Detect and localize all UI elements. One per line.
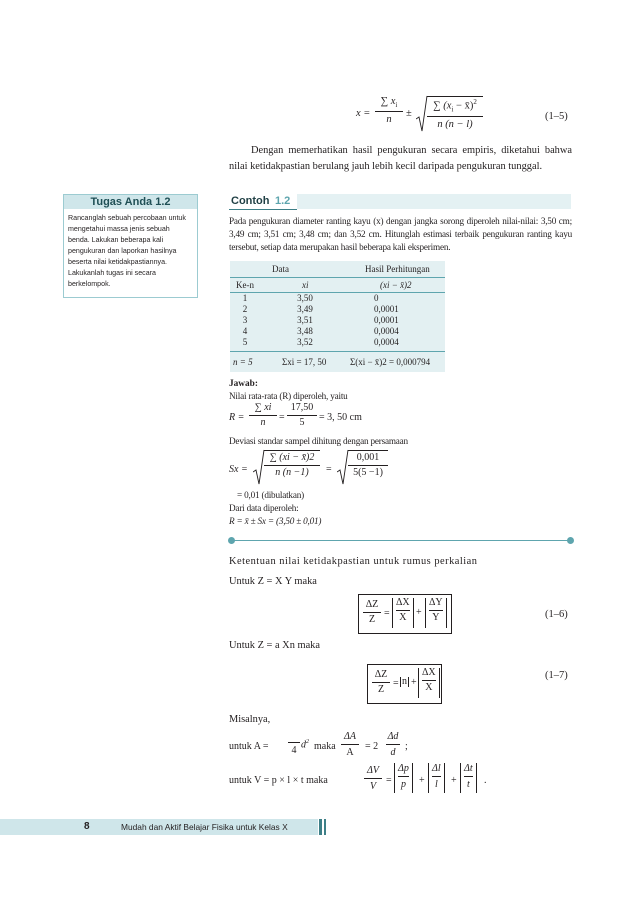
frac-pi-4: 4 <box>288 731 300 756</box>
page-number: 8 <box>84 821 90 832</box>
table-footer-row <box>230 351 445 372</box>
ke-value: 3 <box>242 315 248 325</box>
R-fraction1 <box>249 403 277 428</box>
dev-rest: − x̄) <box>453 100 474 112</box>
col-ke: Ke-n <box>236 280 254 290</box>
col-dev: (xi − x̄)2 <box>380 280 412 290</box>
frac-dd-d: Δd d <box>387 731 399 758</box>
S-lhs: Sx = <box>229 464 248 475</box>
contoh-label: Contoh <box>231 195 270 207</box>
abs-n: n <box>402 676 407 687</box>
ke-value: 4 <box>242 326 248 336</box>
footer-sum-dev: Σ(xi − x̄)2 = 0,000794 <box>350 357 431 367</box>
footer-bar <box>0 819 318 835</box>
tugas-title-bar <box>64 195 197 209</box>
misalnya: Misalnya, <box>229 714 271 725</box>
footer-stripe-1 <box>319 819 322 835</box>
xi-value: 3,50 <box>297 293 313 303</box>
eq-sign: = <box>386 775 392 786</box>
S-den2: 5(5 −1) <box>353 467 383 478</box>
S-num: ∑ (xi − x̄)2 <box>264 451 320 466</box>
dari-line: Dari data diperoleh: <box>229 503 299 513</box>
separator-dot-left <box>228 537 235 544</box>
ketentuan-heading: Ketentuan nilai ketidakpastian untuk rumus perkalian <box>229 556 478 567</box>
paragraph-empiris: Dengan memerhatikan hasil pengukuran secara empiris, diketahui bahwa nilai ketidakpastian berulang jauh lebih kecil daripada pengukuran tunggal. <box>229 145 572 172</box>
R-num2: 17,50 <box>287 403 317 416</box>
S-result: = 0,01 (dibulatkan) <box>237 490 304 500</box>
formula-1-6 <box>358 594 452 634</box>
section-separator <box>231 540 571 541</box>
eq-number-1-5: (1–5) <box>545 111 568 122</box>
mean-fraction <box>375 97 403 126</box>
dev-value: 0,0001 <box>374 304 399 314</box>
contoh-number: 1.2 <box>275 195 291 207</box>
footer-n: n = 5 <box>233 357 253 367</box>
plus-sign: + <box>419 775 425 786</box>
untuk-A: untuk A = <box>229 741 269 752</box>
S-den: n (n −1) <box>275 467 309 478</box>
dev-exp: 2 <box>473 98 477 106</box>
deviation-fraction <box>427 96 483 130</box>
xi-value: 3,51 <box>297 315 313 325</box>
R-den2: 5 <box>299 417 305 428</box>
col-xi: xi <box>302 280 309 290</box>
header-data: Data <box>272 264 289 274</box>
formula-1-5 <box>350 95 480 133</box>
footer-sum-x: Σxi = 17, 50 <box>282 357 327 367</box>
contoh-header <box>229 194 571 209</box>
frac-dA-A: ΔA A <box>341 731 359 758</box>
dev-value: 0,0004 <box>374 326 399 336</box>
R-fraction2 <box>287 403 317 428</box>
maka-A: maka <box>314 741 336 752</box>
eq-sign: = <box>393 678 399 689</box>
abs-dX-X: ΔX X <box>392 598 414 628</box>
mean-denominator: n <box>386 114 392 126</box>
abs-dp-p: Δp p <box>394 763 413 793</box>
table-col-dev <box>374 293 434 348</box>
frac-dZ-Z: ΔZ Z <box>363 600 381 625</box>
plus-minus: ± <box>406 108 412 119</box>
dev-denominator: n (n − l) <box>437 118 473 130</box>
line-z2: Untuk Z = a Xn maka <box>229 640 320 651</box>
separator-dot-right <box>567 537 574 544</box>
abs-dY-Y: ΔY Y <box>425 598 447 628</box>
table-header-row2 <box>230 278 445 293</box>
xi-value: 3,48 <box>297 326 313 336</box>
S-fraction2 <box>348 450 388 478</box>
tugas-title: Tugas Anda 1.2 <box>90 196 171 208</box>
header-hasil: Hasil Perhitungan <box>365 264 430 274</box>
R-den: n <box>260 417 266 428</box>
R-result: = 3, 50 cm <box>319 412 362 423</box>
d-squared: $d^2$ <box>301 739 309 751</box>
abs-dl-l: Δl l <box>428 763 445 793</box>
ke-value: 5 <box>242 337 248 347</box>
dev-numerator: ∑ (x <box>433 100 452 112</box>
formula-S <box>229 448 389 488</box>
formula-lhs: x = <box>356 108 371 119</box>
jawab-line1: Nilai rata-rata (R) diperoleh, yaitu <box>229 391 348 401</box>
plus-sign: + <box>416 607 422 618</box>
untuk-V: untuk V = p × l × t maka <box>229 775 328 786</box>
equals-sign: = <box>279 412 285 423</box>
deviasi-line: Deviasi standar sampel dihitung dengan persamaan <box>229 436 408 446</box>
dev-value: 0 <box>374 293 379 303</box>
dev-value: 0,0004 <box>374 337 399 347</box>
final-line: R = x̄ ± Sx = (3,50 ± 0,01) <box>229 516 322 526</box>
table-col-ke <box>230 293 260 348</box>
eq-two: = 2 <box>365 741 379 752</box>
formula-1-7 <box>367 664 442 704</box>
plus-sign: + <box>451 775 457 786</box>
R-num: ∑ xi <box>249 403 277 416</box>
abs-dX-X-2: ΔX X <box>418 668 440 698</box>
formula-A <box>229 729 429 763</box>
semicolon: ; <box>405 741 408 752</box>
xi-value: 3,49 <box>297 304 313 314</box>
contoh-problem: Pada pengukuran diameter ranting kayu (x) dengan jangka sorong diperoleh nilai-nilai: 3,50 cm; 3,49 cm; 3,51 cm; 3,48 cm; dan 3,52 cm. Hitunglah estimasi terbaik pengukuran ranting kayu tersebut, setiap data merupakan hasil beberapa kali eksperimen. <box>229 216 572 252</box>
frac-dZ-Z-2: ΔZ Z <box>372 670 390 695</box>
table-col-xi <box>285 293 325 348</box>
formula-R <box>229 403 389 433</box>
eq-number-1-6: (1–6) <box>545 609 568 620</box>
eq-number-1-7: (1–7) <box>545 670 568 681</box>
book-title: Mudah dan Aktif Belajar Fisika untuk Kelas X <box>121 822 288 832</box>
eq-sign: = <box>384 608 390 619</box>
ke-value: 1 <box>242 293 248 303</box>
dev-value: 0,0001 <box>374 315 399 325</box>
data-table <box>230 261 445 372</box>
frac-dV-V: ΔV V <box>364 765 382 792</box>
ke-value: 2 <box>242 304 248 314</box>
mean-numerator: ∑ x <box>380 96 396 107</box>
period: . <box>484 775 487 786</box>
footer-stripe-2 <box>324 819 326 835</box>
abs-dt-t: Δt t <box>460 763 477 793</box>
table-header-row1 <box>230 261 445 278</box>
tugas-box <box>63 194 198 298</box>
S-num2: 0,001 <box>348 451 388 466</box>
contoh-label-box <box>229 194 297 210</box>
jawab-title: Jawab: <box>229 379 258 389</box>
plus-sign: + <box>411 677 417 688</box>
mean-sub: i <box>395 101 398 110</box>
xi-value: 3,52 <box>297 337 313 347</box>
R-lhs: R = <box>229 412 245 423</box>
line-z1: Untuk Z = X Y maka <box>229 576 317 587</box>
equals-sign: = <box>326 464 332 475</box>
tugas-text: Rancanglah sebuah percobaan untuk mengetahui massa jenis sebuah benda. Lakukan beberapa kali pengukuran dan laporkan hasilnya beserta nilai ketidakpastiannya. Lakukanlah tugas ini secara berkelompok. <box>68 214 186 288</box>
formula-V <box>229 763 529 799</box>
dev-sub: i <box>451 105 454 114</box>
S-fraction1 <box>264 450 320 478</box>
